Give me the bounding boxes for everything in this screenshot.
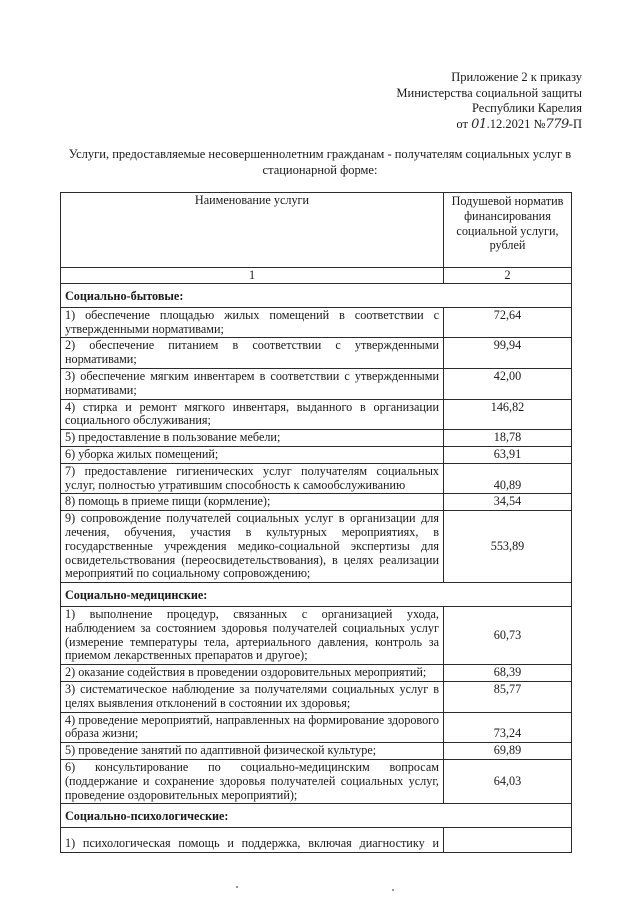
table-row (61, 681, 572, 712)
table-header-row (61, 193, 572, 268)
service-name: 9) сопровождение получателей социальных услуг в организации для лечения, обучения, участия в культурных мероприятиях, в государственные учреждения медико-социальной экспертизы для освидетельствования (переосвидетельствования), в целях реализации мероприятий по социальному сопровождению; (61, 511, 444, 583)
service-name: 4) проведение мероприятий, направленных на формирование здорового образа жизни; (61, 712, 444, 743)
header-norm: Подушевой норматив финансирования социальной услуги, рублей (443, 193, 571, 268)
section-title: Социально-психологические: (61, 804, 572, 828)
service-name: 4) стирка и ремонт мягкого инвентаря, выданного в организации социального обслуживания; (61, 399, 444, 430)
order-suffix: -П (568, 116, 582, 131)
column-number-2: 2 (443, 268, 571, 284)
service-value: 60,73 (443, 606, 571, 664)
service-value: 42,00 (443, 368, 571, 399)
service-value: 72,64 (443, 307, 571, 338)
service-value: 63,91 (443, 446, 571, 463)
date-prefix: от (456, 116, 468, 131)
service-name: 7) предоставление гигиенических услуг получателям социальных услуг, полностью утратившим способность к самообслуживанию (61, 463, 444, 494)
service-value (443, 828, 571, 853)
header-service-name: Наименование услуги (61, 193, 444, 268)
service-value: 146,82 (443, 399, 571, 430)
republic-line: Республики Карелия (471, 101, 582, 115)
service-name: 1) выполнение процедур, связанных с организацией ухода, наблюдением за состоянием здоровья получателей социальных услуг (измерение температуры тела, артериального давления, контроль за приемом лекарственных препаратов и другое); (61, 606, 444, 664)
table-row (61, 463, 572, 494)
table-row (61, 338, 572, 369)
service-value: 68,39 (443, 665, 571, 682)
service-value: 18,78 (443, 430, 571, 447)
service-name: 1) психологическая помощь и поддержка, включая диагностику и (61, 828, 444, 853)
order-reference-block (396, 70, 582, 132)
service-value: 64,03 (443, 759, 571, 803)
section-title: Социально-медицинские: (61, 583, 572, 607)
section-row-social-medical (61, 583, 572, 607)
services-table (60, 192, 572, 853)
service-name: 1) обеспечение площадью жилых помещений в соответствии с утвержденными нормативами; (61, 307, 444, 338)
order-date-line (396, 117, 582, 133)
service-name: 5) предоставление в пользование мебели; (61, 430, 444, 447)
table-row (61, 743, 572, 760)
scan-speck (392, 889, 394, 891)
service-name: 2) оказание содействия в проведении оздоровительных мероприятий; (61, 665, 444, 682)
table-row (61, 665, 572, 682)
handwritten-order-number: 779 (545, 116, 569, 132)
section-row-social-psychological (61, 804, 572, 828)
table-row (61, 828, 572, 853)
date-rest: .12.2021 № (486, 116, 546, 131)
intro-paragraph: Услуги, предоставляемые несовершеннолетним гражданам - получателям социальных услуг в стационарной форме: (68, 147, 572, 177)
service-value: 85,77 (443, 681, 571, 712)
service-value: 69,89 (443, 743, 571, 760)
ministry-line: Министерства социальной защиты (396, 85, 582, 100)
table-row (61, 759, 572, 803)
column-number-row (61, 268, 572, 284)
service-name: 6) уборка жилых помещений; (61, 446, 444, 463)
table-row (61, 606, 572, 664)
table-row (61, 368, 572, 399)
service-name: 8) помощь в приеме пищи (кормление); (61, 494, 444, 511)
table-row (61, 307, 572, 338)
table-row (61, 511, 572, 583)
table-row (61, 430, 572, 447)
service-name: 6) консультирование по социально-медицинским вопросам (поддержание и сохранение здоровья получателей социальных услуг, проведение оздоровительных мероприятий); (61, 759, 444, 803)
service-value: 553,89 (443, 511, 571, 583)
table-row (61, 494, 572, 511)
table-row (61, 399, 572, 430)
column-number-1: 1 (61, 268, 444, 284)
section-row-social-household (61, 284, 572, 308)
service-value: 40,89 (443, 463, 571, 494)
service-value: 73,24 (443, 712, 571, 743)
section-title: Социально-бытовые: (61, 284, 572, 308)
scan-speck (236, 886, 238, 888)
service-value: 99,94 (443, 338, 571, 369)
table-row (61, 712, 572, 743)
service-name: 3) систематическое наблюдение за получателями социальных услуг в целях выявления отклонений в состоянии их здоровья; (61, 681, 444, 712)
handwritten-day: 01 (471, 116, 487, 132)
appendix-line: Приложение 2 к приказу (451, 70, 582, 84)
service-name: 5) проведение занятий по адаптивной физической культуре; (61, 743, 444, 760)
service-name: 3) обеспечение мягким инвентарем в соответствии с утвержденными нормативами; (61, 368, 444, 399)
service-value: 34,54 (443, 494, 571, 511)
table-row (61, 446, 572, 463)
service-name: 2) обеспечение питанием в соответствии с утвержденными нормативами; (61, 338, 444, 369)
